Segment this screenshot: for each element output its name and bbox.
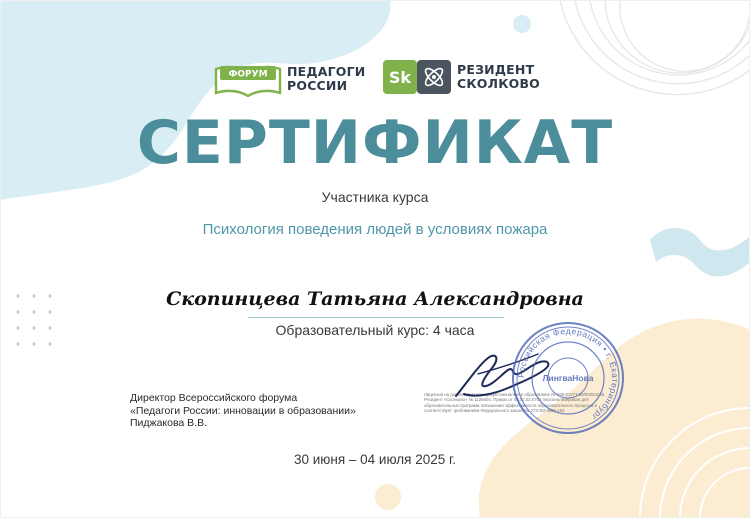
forum-logo bbox=[214, 61, 365, 97]
forum-badge-text: ФОРУМ bbox=[228, 69, 268, 80]
course-duration: Образовательный курс: 4 часа bbox=[275, 322, 475, 338]
director-block bbox=[130, 392, 356, 430]
forum-logo-line1: ПЕДАГОГИ bbox=[287, 64, 366, 79]
recipient-name: Скопинцева Татьяна Александровна bbox=[166, 288, 584, 310]
skolkovo-logo bbox=[383, 60, 540, 94]
certificate-subtitle: Участника курса bbox=[321, 189, 429, 205]
official-stamp bbox=[508, 318, 628, 438]
name-underline bbox=[248, 317, 504, 318]
small-peach-dot bbox=[375, 484, 401, 510]
director-name: Пиджакова В.В. bbox=[130, 417, 208, 429]
director-title: Директор Всероссийского форума bbox=[130, 392, 298, 404]
course-name: Психология поведения людей в условиях пожара bbox=[202, 221, 548, 238]
skolkovo-logo-line1: РЕЗИДЕНТ bbox=[457, 62, 535, 77]
book-icon bbox=[214, 61, 282, 97]
skolkovo-badge-text: Sk bbox=[388, 68, 412, 87]
forum-logo-line2: РОССИИ bbox=[287, 78, 348, 93]
stamp-ring-text: Российская Федерация • г. Екатеринбург bbox=[515, 325, 621, 423]
small-blue-dot bbox=[513, 15, 531, 33]
license-text: Лицензия на дополнительное профессиональное образование № 035-01277-66/00054248. Резидент «Сколково» № 1126604. Приказ от 05.02.02.0702 персонализирован для образовательных программ повышения эффективности образовательного процесса и соответствует требованиям Федерального закона № 273-ФЗ №86-183 bbox=[424, 392, 606, 414]
forum-name: «Педагоги России: инновации в образовании» bbox=[130, 404, 356, 417]
skolkovo-logo-line2: СКОЛКОВО bbox=[457, 76, 540, 91]
skolkovo-icon bbox=[383, 60, 451, 94]
stamp-center-text: ЛингваНова bbox=[542, 373, 594, 383]
certificate-title: СЕРТИФИКАТ bbox=[136, 108, 614, 178]
course-dates: 30 июня – 04 июля 2025 г. bbox=[293, 452, 457, 467]
top-right-arcs bbox=[560, 0, 750, 95]
